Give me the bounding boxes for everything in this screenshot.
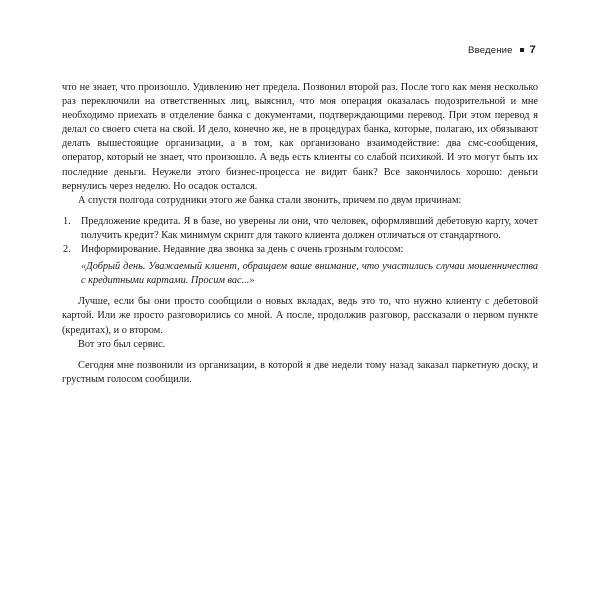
page-number: 7 [529,44,536,56]
pull-quote: «Добрый день. Уважаемый клиент, обращаем ваше внимание, что участились случаи мошенничества с кредитными картами. Просим вас...» [81,261,538,287]
body-text-column [62,81,538,387]
paragraph-parquet-story: Сегодня мне позвонили из организации, в которой я две недели тому назад заказал паркетную доску, и грустным голосом сообщили. [62,359,538,385]
paragraph-better-service: Лучше, если бы они просто сообщили о новых вкладах, ведь это то, что нужно клиенту с дебетовой картой. Или же просто разговорились со мной. А после, продолжив разговор, рассказали о первом пункте (кредитах), и о втором. [62,296,538,336]
numbered-list [62,215,538,257]
paragraph-that-was-service: Вот это был сервис. [78,338,166,350]
running-head [62,44,538,56]
square-bullet-icon [520,48,524,52]
list-item-text: Предложение кредита. Я в базе, но уверены ли они, что человек, оформлявший дебетовую карту, хочет получить кредит? Как минимум скрипт для такого клиента должен отличаться от стандартного. [81,215,538,241]
running-head-title: Введение [468,45,513,56]
list-item-number: 1. [63,215,71,227]
paragraph-continued: что не знает, что произошло. Удивлению нет предела. Позвонил второй раз. После того как меня несколько раз переключили на ответственных лиц, выяснил, что моя операция оказалась подозрительной и мне необходимо приехать в отделение банка с документами, подтверждающими перевод. При этом перевод я делал со своего счета на свой. И дело, конечно же, не в процедурах банка, которые, полагаю, их обязывают делать вышестоящие организации, а в том, как организовано взаимодействие: два смс-сообщения, оператор, который не знает, что произошло. А ведь есть клиенты со слабой психикой. И это могут быть их последние деньги. Неужели этого бизнес-процесса не видит банк? Все закончилось хорошо: деньги вернулись через неделю. Но осадок остался. [62,82,538,192]
paragraph-callback-reasons: А спустя полгода сотрудники этого же банка стали звонить, причем по двум причинам: [78,194,462,206]
list-item [62,215,538,243]
list-item-number: 2. [63,244,71,256]
list-item [62,243,538,257]
list-item-text: Информирование. Недавние два звонка за день с очень грозным голосом: [81,244,404,256]
